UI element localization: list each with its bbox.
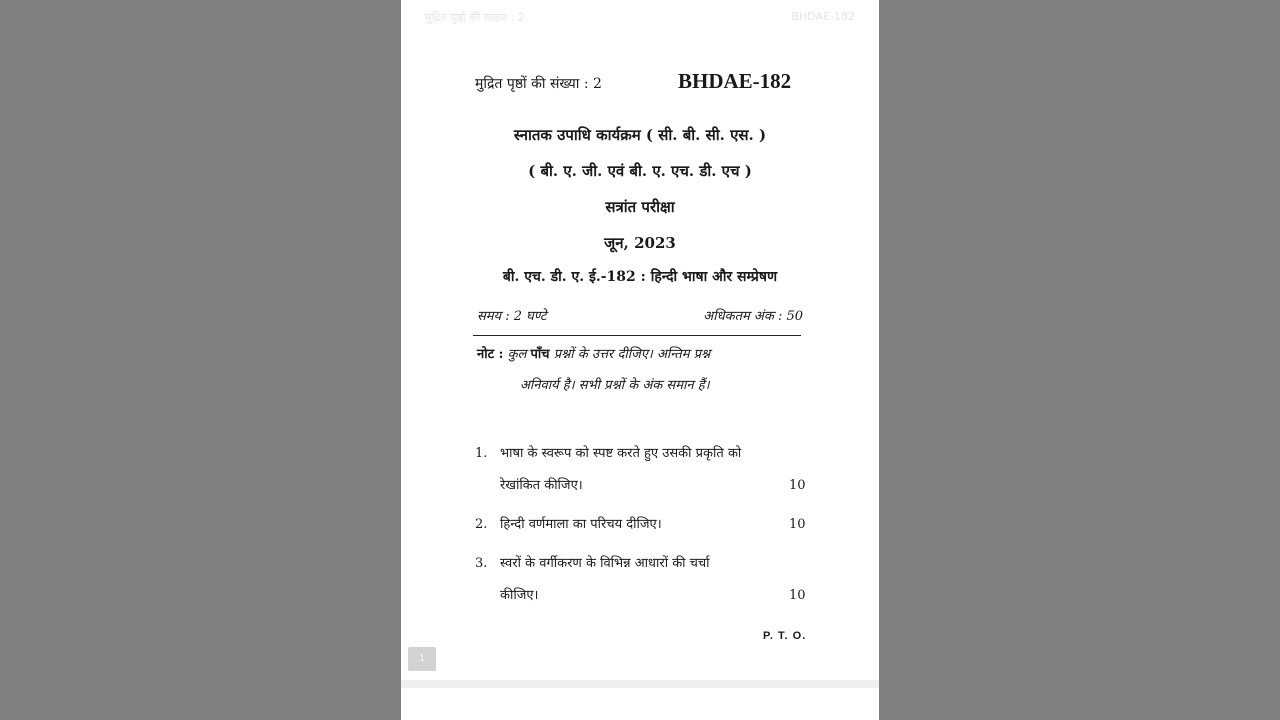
programme-title: स्नातक उपाधि कार्यक्रम ( सी. बी. सी. एस. )	[513, 126, 767, 144]
question-number: 2.	[475, 517, 488, 532]
note-text-pre: कुल	[503, 347, 531, 362]
paper-code: BHDAE-182	[678, 69, 792, 93]
question-text: हिन्दी वर्णमाला का परिचय दीजिए।	[500, 517, 662, 532]
document-page	[401, 0, 879, 720]
page-number-badge[interactable]: 1	[408, 647, 436, 671]
instructions-note	[477, 339, 710, 370]
instructions-note-line2: अनिवार्य है। सभी प्रश्नों के अंक समान हैं।	[520, 378, 710, 393]
please-turn-over: P. T. O.	[763, 630, 807, 642]
question-marks: 10	[789, 588, 806, 603]
exam-session: जून, 2023	[604, 234, 676, 252]
question-text-line2: कीजिए।	[500, 588, 539, 603]
question-text: स्वरों के वर्गीकरण के विभिन्न आधारों की चर्चा	[500, 556, 710, 571]
faded-header-left: मुद्रित पृष्ठों की संख्या : 2	[425, 11, 525, 24]
note-emphasis: पाँच	[530, 347, 550, 362]
page-bottom-edge	[401, 680, 879, 688]
degree-title: ( बी. ए. जी. एवं बी. ए. एच. डी. एच )	[528, 162, 752, 180]
note-label: नोट :	[477, 347, 504, 362]
question-text: भाषा के स्वरूप को स्पष्ट करते हुए उसकी प्रकृति को	[500, 446, 742, 461]
time-allowed: समय : 2 घण्टे	[477, 309, 547, 324]
question-number: 1.	[475, 446, 488, 461]
question-marks: 10	[789, 478, 806, 493]
question-number: 3.	[475, 556, 488, 571]
faded-header-right: BHDAE-182	[791, 10, 855, 23]
question-marks: 10	[789, 517, 806, 532]
header-divider	[473, 335, 801, 336]
question-text-line2: रेखांकित कीजिए।	[500, 478, 583, 493]
course-title: बी. एच. डी. ए. ई.-182 : हिन्दी भाषा और सम्प्रेषण	[502, 269, 778, 285]
note-text-post: प्रश्नों के उत्तर दीजिए। अन्तिम प्रश्न	[549, 347, 711, 362]
maximum-marks: अधिकतम अंक : 50	[703, 309, 803, 324]
printed-pages-count: मुद्रित पृष्ठों की संख्या : 2	[475, 76, 602, 92]
exam-title: सत्रांत परीक्षा	[605, 198, 675, 216]
faded-running-header	[401, 10, 879, 24]
